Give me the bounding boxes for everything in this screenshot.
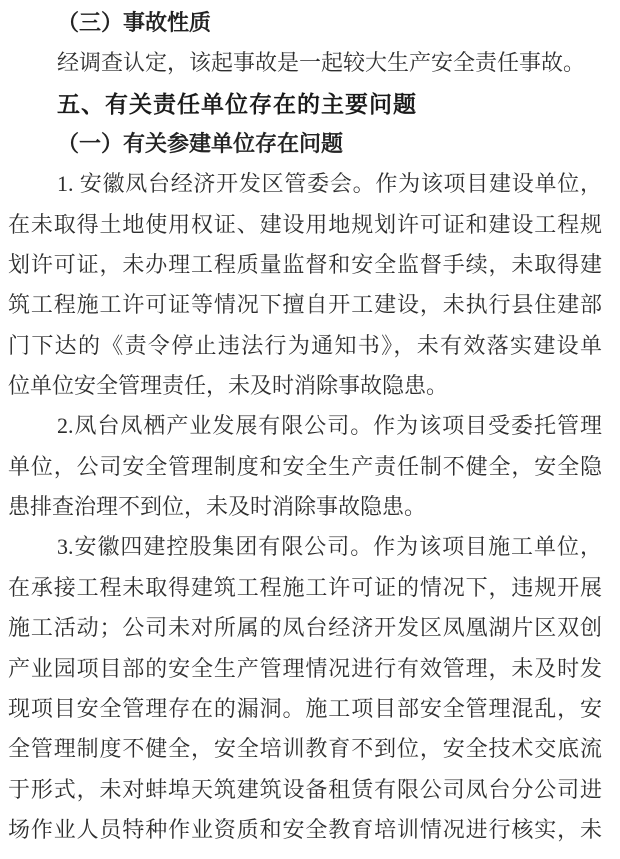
- document-line: 现项目安全管理存在的漏洞。施工项目部安全管理混乱，安: [8, 695, 602, 721]
- document-line: 筑工程施工许可证等情况下擅自开工建设，未执行县住建部: [8, 292, 602, 318]
- document-line: 全管理制度不健全，安全培训教育不到位，安全技术交底流: [8, 736, 602, 762]
- document-line: 1. 安徽凤台经济开发区管委会。作为该项目建设单位，: [57, 171, 602, 197]
- document-line: 场作业人员特种作业资质和安全教育培训情况进行核实，未: [8, 816, 602, 842]
- document-line: 施工活动；公司未对所属的凤台经济开发区凤凰湖片区双创: [8, 615, 602, 641]
- document-line: 产业园项目部的安全生产管理情况进行有效管理，未及时发: [8, 655, 602, 681]
- document-line: 划许可证，未办理工程质量监督和安全监督手续，未取得建: [8, 252, 602, 278]
- section-heading: 五、有关责任单位存在的主要问题: [57, 90, 417, 117]
- document-line: 3.安徽四建控股集团有限公司。作为该项目施工单位，: [57, 534, 602, 560]
- document-line: 2.凤台凤栖产业发展有限公司。作为该项目受委托管理: [57, 413, 602, 439]
- subsection-heading: （三）事故性质: [57, 10, 212, 35]
- document-line: 在承接工程未取得建筑工程施工许可证的情况下，违规开展: [8, 574, 602, 600]
- document-line: 在未取得土地使用权证、建设用地规划许可证和建设工程规: [8, 211, 602, 237]
- document-line: 于形式，未对蚌埠天筑建筑设备租赁有限公司凤台分公司进: [8, 776, 602, 802]
- document-line: 患排查治理不到位，未及时消除事故隐患。: [8, 494, 427, 520]
- document-line: 单位，公司安全管理制度和安全生产责任制不健全，安全隐: [8, 453, 602, 479]
- document-line: 位单位安全管理责任，未及时消除事故隐患。: [8, 373, 449, 399]
- document-line: 门下达的《责令停止违法行为通知书》，未有效落实建设单: [8, 332, 602, 358]
- document-line: 经调查认定，该起事故是一起较大生产安全责任事故。: [57, 50, 586, 76]
- subsection-heading: （一）有关参建单位存在问题: [57, 131, 344, 157]
